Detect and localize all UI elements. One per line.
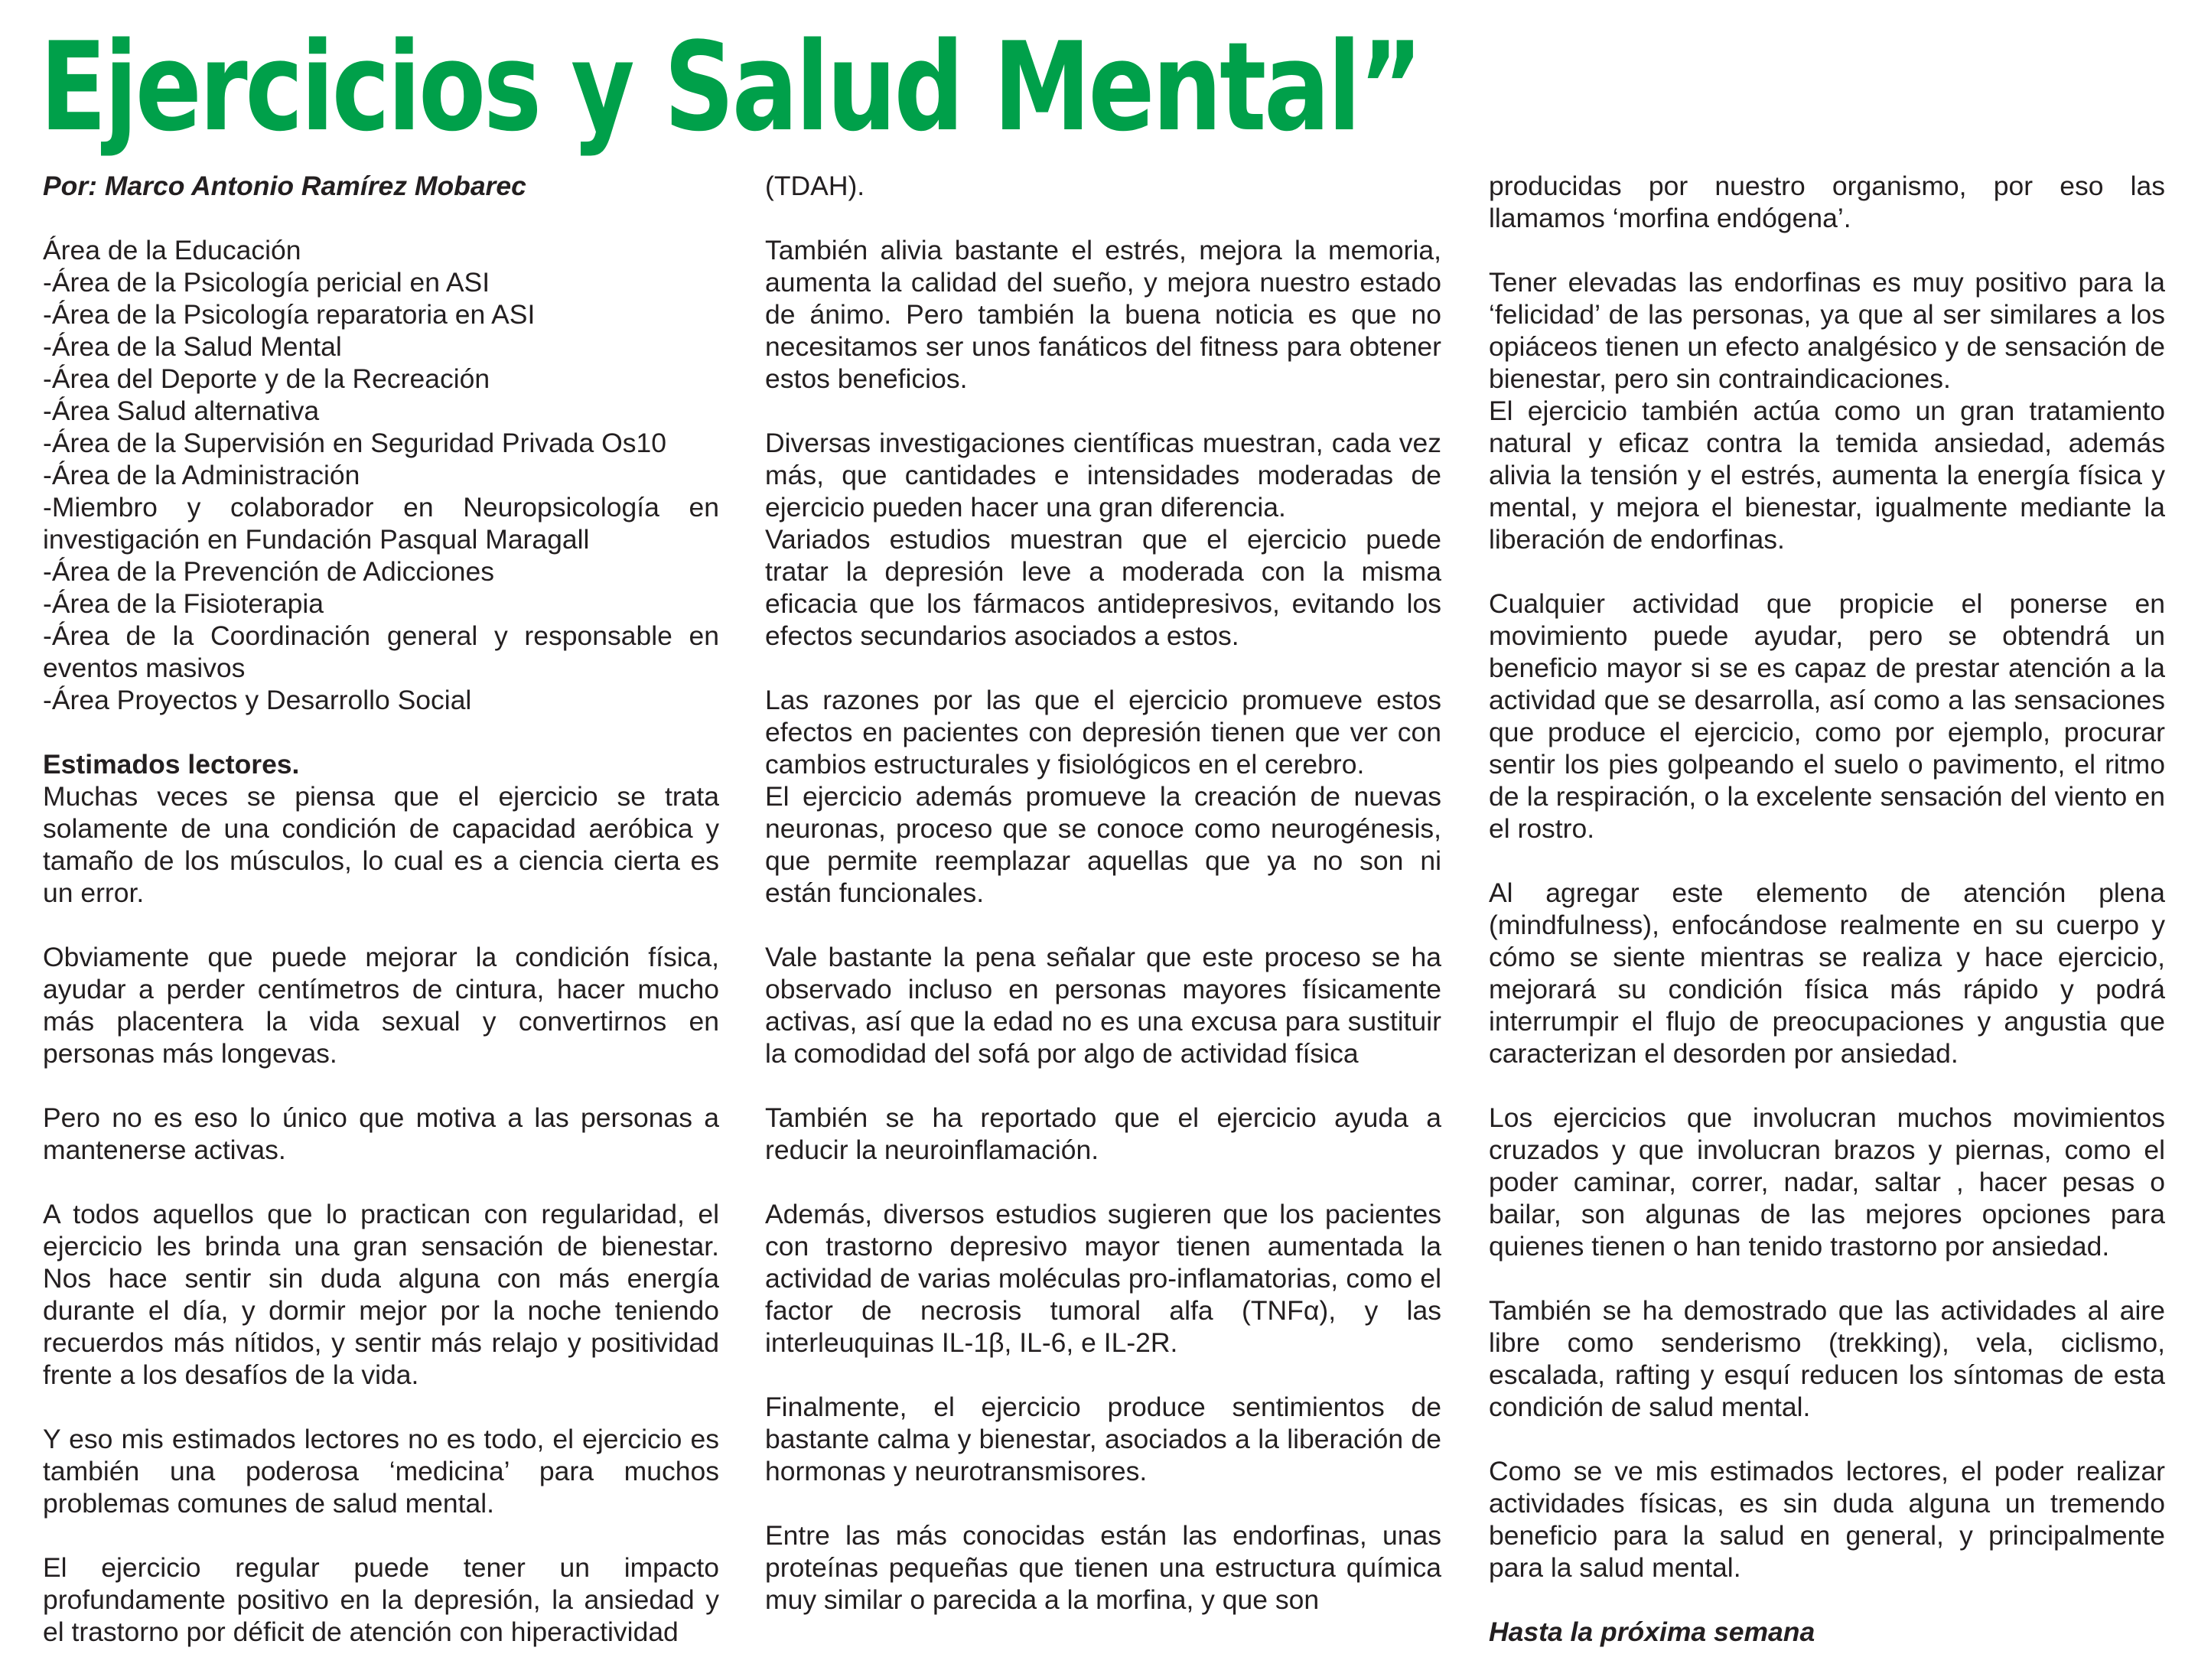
- article-paragraph: producidas por nuestro organismo, por eso las llamamos ‘morfina endógena’.: [1489, 171, 2165, 233]
- credential-item: -Área de la Psicología reparatoria en ASI: [43, 299, 536, 330]
- credential-item: -Área de la Administración: [43, 460, 360, 490]
- credential-item: -Área de la Prevención de Adicciones: [43, 556, 495, 587]
- article-paragraph: También alivia bastante el estrés, mejora la memoria, aumenta la calidad del sueño, y mejora nuestro estado de ánimo. Pero también la buena noticia es que no necesitamos ser unos fanáticos del fitness para obtener estos beneficios.: [765, 235, 1441, 394]
- article-paragraph: Finalmente, el ejercicio produce sentimientos de bastante calma y bienestar, asociados a la liberación de hormonas y neurotransmisores.: [765, 1392, 1441, 1486]
- article-headline: Ejercicios y Salud Mental”: [40, 15, 1421, 158]
- article-paragraph: También se ha reportado que el ejercicio ayuda a reducir la neuroinflamación.: [765, 1102, 1441, 1165]
- article-paragraph: Tener elevadas las endorfinas es muy positivo para la ‘felicidad’ de las personas, ya que al ser similares a los opiáceos tienen un efecto analgésico y de sensación de bienestar, pero sin contraindicaciones.: [1489, 267, 2165, 394]
- column-1: [43, 170, 719, 1648]
- article-paragraph: También se ha demostrado que las actividades al aire libre como senderismo (trekking), vela, ciclismo, escalada, rafting y esquí reducen los síntomas de esta condición de salud mental.: [1489, 1295, 2165, 1422]
- article-paragraph: Pero no es eso lo único que motiva a las personas a mantenerse activas.: [43, 1102, 719, 1165]
- article-paragraph: Variados estudios muestran que el ejercicio puede tratar la depresión leve a moderada con la misma eficacia que los fármacos antidepresivos, evitando los efectos secundarios asociados a estos.: [765, 524, 1441, 651]
- article-paragraph: Entre las más conocidas están las endorfinas, unas proteínas pequeñas que tienen una estructura química muy similar o parecida a la morfina, y que son: [765, 1520, 1441, 1615]
- credential-item: -Miembro y colaborador en Neuropsicología en investigación en Fundación Pasqual Maragall: [43, 492, 719, 555]
- article-paragraph: El ejercicio regular puede tener un impacto profundamente positivo en la depresión, la ansiedad y el trastorno por déficit de atención con hiperactividad: [43, 1552, 719, 1647]
- signoff: Hasta la próxima semana: [1489, 1617, 1815, 1647]
- credential-item: -Área de la Supervisión en Seguridad Privada Os10: [43, 428, 667, 458]
- article-paragraph: (TDAH).: [765, 171, 865, 201]
- article-paragraph: Vale bastante la pena señalar que este proceso se ha observado incluso en personas mayores físicamente activas, así que la edad no es una excusa para sustituir la comodidad del sofá por algo de actividad física: [765, 942, 1441, 1069]
- article-paragraph: Cualquier actividad que propicie el ponerse en movimiento puede ayudar, pero se obtendrá un beneficio mayor si se es capaz de prestar atención a la actividad que se desarrolla, así como a las sensaciones que produce el ejercicio, como por ejemplo, procurar sentir los pies golpeando el suelo o pavimento, el ritmo de la respiración, o la excelente sensación del viento en el rostro.: [1489, 588, 2165, 844]
- credential-item: -Área de la Fisioterapia: [43, 588, 324, 619]
- article-paragraph: El ejercicio también actúa como un gran tratamiento natural y eficaz contra la temida ansiedad, además alivia la tensión y el estrés, aumenta la energía física y mental, y mejora el bienestar, igualmente mediante la liberación de endorfinas.: [1489, 396, 2165, 555]
- article-paragraph: Los ejercicios que involucran muchos movimientos cruzados y que involucran brazos y piernas, como el poder caminar, correr, nadar, saltar , hacer pesas o bailar, son algunas de las mejores opciones para quienes tienen o han tenido trastorno por ansiedad.: [1489, 1102, 2165, 1262]
- credential-item: -Área Salud alternativa: [43, 396, 320, 426]
- article-paragraph: Obviamente que puede mejorar la condición física, ayudar a perder centímetros de cintura, hacer mucho más placentera la vida sexual y convertirnos en personas más longevas.: [43, 942, 719, 1069]
- article-paragraph: Las razones por las que el ejercicio promueve estos efectos en pacientes con depresión tienen que ver con cambios estructurales y fisiológicos en el cerebro.: [765, 685, 1441, 780]
- credential-item: -Área de la Salud Mental: [43, 331, 342, 362]
- article-paragraph: Y eso mis estimados lectores no es todo, el ejercicio es también una poderosa ‘medicina’ para muchos problemas comunes de salud mental.: [43, 1424, 719, 1519]
- credential-item: -Área Proyectos y Desarrollo Social: [43, 685, 472, 715]
- column-2: [765, 170, 1441, 1616]
- credential-item: Área de la Educación: [43, 235, 301, 265]
- article-paragraph: Como se ve mis estimados lectores, el poder realizar actividades físicas, es sin duda alguna un tremendo beneficio para la salud en general, y principalmente para la salud mental.: [1489, 1456, 2165, 1583]
- article-paragraph: A todos aquellos que lo practican con regularidad, el ejercicio les brinda una gran sensación de bienestar. Nos hace sentir sin duda alguna con más energía durante el día, y dormir mejor por la noche teniendo recuerdos más nítidos, y sentir más relajo y positividad frente a los desafíos de la vida.: [43, 1199, 719, 1390]
- author-credentials-list: [43, 234, 719, 716]
- greeting-heading: Estimados lectores.: [43, 749, 300, 780]
- article-paragraph: Diversas investigaciones científicas muestran, cada vez más, que cantidades e intensidades moderadas de ejercicio pueden hacer una gran diferencia.: [765, 428, 1441, 523]
- credential-item: -Área de la Coordinación general y responsable en eventos masivos: [43, 620, 719, 683]
- article-paragraph: Al agregar este elemento de atención plena (mindfulness), enfocándose realmente en su cuerpo y cómo se siente mientras se realiza y hace ejercicio, mejorará su condición física más rápido y podrá interrumpir el flujo de preocupaciones y angustia que caracterizan el desorden por ansiedad.: [1489, 877, 2165, 1069]
- article-paragraph: Además, diversos estudios sugieren que los pacientes con trastorno depresivo mayor tienen aumentada la actividad de varias moléculas pro-inflamatorias, como el factor de necrosis tumoral alfa (TNFα), y las interleuquinas IL-1β, IL-6, e IL-2R.: [765, 1199, 1441, 1358]
- column-3: [1489, 170, 2165, 1680]
- article-paragraph: Muchas veces se piensa que el ejercicio se trata solamente de una condición de capacidad aeróbica y tamaño de los músculos, lo cual es a ciencia cierta es un error.: [43, 781, 719, 908]
- author-byline: Por: Marco Antonio Ramírez Mobarec: [43, 171, 526, 201]
- credential-item: -Área de la Psicología pericial en ASI: [43, 267, 490, 298]
- credential-item: -Área del Deporte y de la Recreación: [43, 363, 490, 394]
- article-paragraph: El ejercicio además promueve la creación de nuevas neuronas, proceso que se conoce como neurogénesis, que permite reemplazar aquellas que ya no son ni están funcionales.: [765, 781, 1441, 908]
